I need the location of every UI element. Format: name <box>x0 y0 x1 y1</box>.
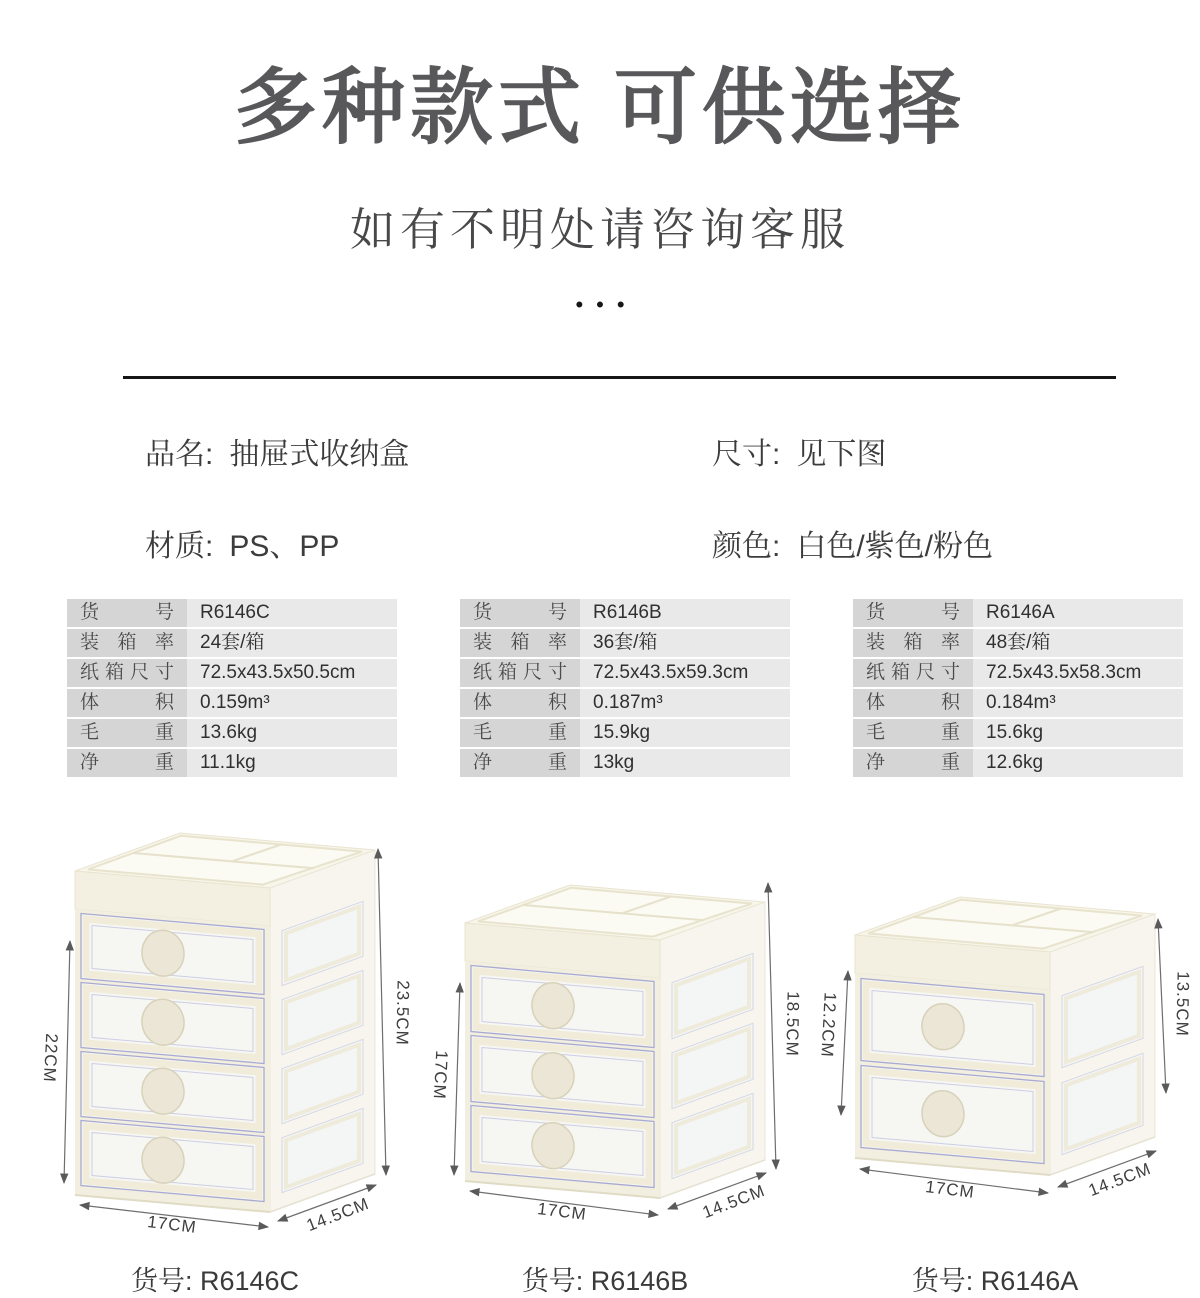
spec-row <box>460 689 790 717</box>
spec-row <box>853 599 1183 627</box>
spec-row <box>460 599 790 627</box>
spec-row <box>853 719 1183 747</box>
spec-value: 24套/箱 <box>187 629 397 657</box>
spec-label: 纸箱尺寸 <box>460 659 580 687</box>
product-info <box>145 429 1200 565</box>
spec-label: 体积 <box>460 689 580 717</box>
dimension-arrow <box>1158 919 1166 1093</box>
drawer-unit-illustration <box>465 885 765 1198</box>
dim-label-height-right: 18.5CM <box>782 991 803 1057</box>
spec-row <box>460 719 790 747</box>
product-caption: 货号: R6146A <box>911 1265 1079 1296</box>
product-illustration-2-drawer <box>800 823 1193 1253</box>
spec-label: 装箱率 <box>67 629 187 657</box>
spec-table-r6146b <box>460 599 790 779</box>
info-label: 颜色: <box>712 529 781 563</box>
product-caption: 货号: R6146B <box>521 1265 689 1296</box>
dimension-arrow <box>378 849 386 1175</box>
info-item-product-name <box>145 429 712 473</box>
info-item-color <box>712 521 1200 565</box>
product-r6146a <box>800 823 1193 1298</box>
drawer-unit-illustration <box>75 833 375 1212</box>
spec-table-r6146a <box>853 599 1183 779</box>
spec-table-r6146c <box>67 599 397 779</box>
spec-tables-row <box>67 599 1200 779</box>
page-title: 多种款式 可供选择 <box>233 61 967 154</box>
spec-value: R6146B <box>580 599 790 627</box>
dim-label-depth-side: 14.5CM <box>1085 1158 1154 1201</box>
spec-value: 11.1kg <box>187 749 397 777</box>
spec-label: 净重 <box>460 749 580 777</box>
spec-label: 体积 <box>853 689 973 717</box>
dimension-arrow <box>841 971 848 1115</box>
spec-value: 72.5x43.5x50.5cm <box>187 659 397 687</box>
spec-label: 净重 <box>853 749 973 777</box>
spec-row <box>853 659 1183 687</box>
info-value: PS、PP <box>229 529 340 563</box>
dim-label-height-left: 17CM <box>429 1049 452 1101</box>
spec-row <box>460 659 790 687</box>
header <box>0 0 1200 318</box>
spec-value: 13kg <box>580 749 790 777</box>
spec-value: 15.6kg <box>973 719 1183 747</box>
spec-value: 15.9kg <box>580 719 790 747</box>
spec-value: 12.6kg <box>973 749 1183 777</box>
spec-label: 净重 <box>67 749 187 777</box>
product-illustration-4-drawer <box>20 823 413 1253</box>
product-r6146c <box>20 823 413 1298</box>
spec-label: 纸箱尺寸 <box>67 659 187 687</box>
page-subtitle: 如有不明处请咨询客服 <box>349 203 850 255</box>
spec-row <box>853 629 1183 657</box>
info-label: 材质: <box>145 529 214 563</box>
spec-value: 0.159m³ <box>187 689 397 717</box>
drawer-unit-illustration <box>855 897 1155 1175</box>
dim-label-height-right: 23.5CM <box>392 980 413 1046</box>
spec-value: 48套/箱 <box>973 629 1183 657</box>
spec-value: 0.187m³ <box>580 689 790 717</box>
spec-row <box>853 749 1183 777</box>
dim-label-width-front: 17CM <box>146 1212 198 1237</box>
spec-value: R6146C <box>187 599 397 627</box>
spec-value: 72.5x43.5x58.3cm <box>973 659 1183 687</box>
dim-label-height-left: 22CM <box>39 1032 62 1084</box>
info-value: 白色/紫色/粉色 <box>796 529 994 563</box>
dimension-arrow <box>454 983 460 1175</box>
spec-row <box>460 749 790 777</box>
spec-label: 货号 <box>853 599 973 627</box>
dimension-arrow <box>64 941 70 1183</box>
spec-row <box>67 599 397 627</box>
dim-label-depth-side: 14.5CM <box>699 1180 768 1223</box>
spec-label: 装箱率 <box>853 629 973 657</box>
spec-label: 装箱率 <box>460 629 580 657</box>
spec-label: 货号 <box>460 599 580 627</box>
dim-label-height-left: 12.2CM <box>817 991 840 1059</box>
product-r6146b <box>410 823 803 1298</box>
dimension-arrow <box>768 883 776 1169</box>
spec-row <box>67 629 397 657</box>
dim-label-depth-side: 14.5CM <box>303 1193 372 1236</box>
info-value: 抽屉式收纳盒 <box>229 437 410 471</box>
spec-label: 毛重 <box>853 719 973 747</box>
spec-label: 毛重 <box>460 719 580 747</box>
dim-label-width-front: 17CM <box>924 1177 976 1202</box>
spec-row <box>67 659 397 687</box>
divider <box>123 376 1116 379</box>
info-label: 尺寸: <box>712 437 781 471</box>
products-row <box>20 823 1200 1298</box>
product-caption: 货号: R6146C <box>130 1265 300 1296</box>
spec-value: 72.5x43.5x59.3cm <box>580 659 790 687</box>
spec-value: 36套/箱 <box>580 629 790 657</box>
spec-label: 体积 <box>67 689 187 717</box>
spec-value: 0.184m³ <box>973 689 1183 717</box>
spec-row <box>853 689 1183 717</box>
dim-label-width-front: 17CM <box>536 1199 588 1224</box>
spec-row <box>67 689 397 717</box>
dim-label-height-right: 13.5CM <box>1172 971 1193 1037</box>
spec-value: R6146A <box>973 599 1183 627</box>
spec-label: 货号 <box>67 599 187 627</box>
spec-label: 毛重 <box>67 719 187 747</box>
spec-row <box>67 749 397 777</box>
spec-value: 13.6kg <box>187 719 397 747</box>
spec-row <box>460 629 790 657</box>
info-item-size <box>712 429 1200 473</box>
info-value: 见下图 <box>796 437 887 471</box>
ellipsis-dots-icon: ••• <box>575 291 638 317</box>
info-label: 品名: <box>145 437 214 471</box>
spec-label: 纸箱尺寸 <box>853 659 973 687</box>
info-item-material <box>145 521 712 565</box>
spec-row <box>67 719 397 747</box>
